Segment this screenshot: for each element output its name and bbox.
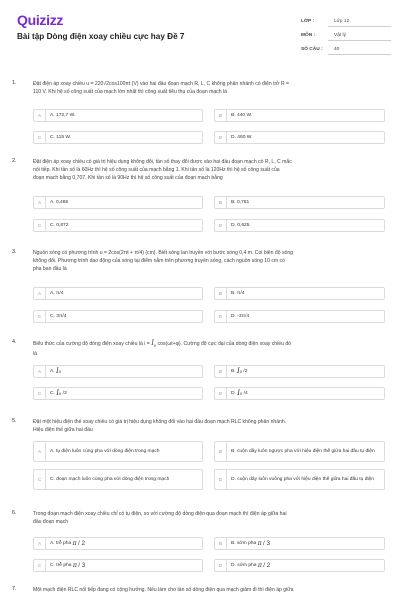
meta-label: SỐ CÂU : — [301, 46, 323, 52]
option-suffix: /2 — [243, 369, 248, 374]
option-letter: A — [34, 538, 46, 549]
option-letter: A — [34, 288, 46, 299]
option-d[interactable] — [214, 387, 385, 400]
option-letter: A — [34, 110, 46, 121]
option-text — [231, 560, 380, 571]
question-line: không đổi. Phương trình dao động của sóng tại điểm nằm trên phương truyền sóng, cách nguồn sóng 10 cm có — [33, 258, 285, 265]
option-c[interactable] — [33, 219, 203, 232]
question-number: 3. — [12, 249, 17, 255]
option-c[interactable] — [33, 559, 203, 572]
question-line — [33, 339, 385, 350]
current-symbol: I — [55, 367, 59, 375]
option-text — [231, 538, 380, 549]
question-line: Một mạch điện RLC nối tiếp đang có cộng hưởng. Nếu làm cho tần số dòng điện qua mạch giảm đi thì điện áp giữa — [33, 587, 294, 593]
option-text: A. π/4 — [50, 291, 64, 296]
meta-label: MÔN : — [301, 32, 316, 38]
pi-symbol: π — [72, 562, 77, 569]
question-line: Đặt điện áp xoay chiều có giá trị hiệu dụng không đổi, tần số thay đổi được vào hai đầu đoạn mạch có R, L, C mắc — [33, 159, 292, 165]
option-letter: C — [34, 470, 46, 489]
option-suffix: /4 — [243, 391, 248, 396]
option-text — [50, 366, 198, 377]
question-line: Đặt điện áp xoay chiều u = 220√2cos100πt (V) vào hai đầu đoạn mạch R, L, C không phân nhánh có điện trở R = — [33, 81, 290, 87]
question-number: 5. — [12, 418, 17, 424]
option-d[interactable] — [214, 469, 385, 490]
question-line: Nguồn sóng có phương trình u = 2cos(2πt + π/4) (cm). Biết sóng lan truyền với bước sóng 0,4 m. Coi biên độ sóng — [33, 250, 294, 256]
option-prefix: A. trễ pha — [50, 541, 72, 546]
current-symbol: I — [56, 389, 60, 397]
option-letter: D — [215, 220, 227, 231]
current-subscript: 0 — [58, 369, 61, 374]
meta-row-question-count — [301, 42, 391, 56]
option-letter: B — [215, 442, 227, 461]
current-symbol: I — [237, 389, 241, 397]
question-line: là — [33, 351, 37, 358]
option-prefix: D. sớm pha — [231, 563, 257, 568]
option-letter: D — [215, 470, 227, 489]
question-text — [33, 586, 385, 594]
option-text: B. π/4 — [231, 291, 245, 296]
option-letter: A — [34, 442, 46, 461]
option-d[interactable] — [214, 131, 385, 144]
option-text: C. 3π/4 — [50, 314, 67, 319]
question-number: 6. — [12, 510, 17, 516]
worksheet-title: Bài tập Dòng điện xoay chiều cực hay Đề 7 — [17, 32, 185, 41]
question-number: 2. — [12, 158, 17, 164]
option-text: D. 460 W. — [231, 135, 253, 140]
question-line: 110 V. Khi hệ số công suất của mạch lớn nhất thì công suất tiêu thụ của đoạn mạch là — [33, 89, 227, 96]
question-line: Trong đoạn mạch điện xoay chiều chỉ có tụ điện, so với cường độ dòng điện qua đoạn mạch thì điện áp giữa hai — [33, 511, 287, 517]
option-letter: A — [34, 366, 46, 377]
option-letter: A — [34, 197, 46, 208]
question-line: pha ban đầu là — [33, 266, 67, 273]
current-symbol: I — [236, 367, 240, 375]
question-line: đoạn mạch bằng 0,707. Khi tần số là 90Hz thì hệ số công suất của đoạn mạch bằng — [33, 175, 223, 182]
option-text: D. -3π/4 — [231, 314, 250, 319]
option-letter: C — [34, 560, 46, 571]
option-text: A. tụ điện luôn cùng pha với dòng điện trong mạch — [50, 449, 160, 454]
option-letter: B — [215, 288, 227, 299]
option-prefix: A. — [50, 369, 55, 374]
option-suffix: / 3 — [263, 540, 270, 547]
option-text: D. 0,625 — [231, 223, 250, 228]
option-text: A. 172,7 W. — [50, 113, 76, 118]
option-c[interactable] — [33, 469, 203, 490]
meta-row-class — [301, 14, 391, 28]
option-a[interactable] — [33, 109, 203, 122]
worksheet-meta — [301, 14, 391, 56]
option-letter: C — [34, 132, 46, 143]
option-letter: B — [215, 110, 227, 121]
question-text — [33, 510, 385, 526]
option-b[interactable] — [214, 441, 385, 462]
question-line: Đặt một hiệu điện thế xoay chiều có giá trị hiệu dụng không đổi vào hai đầu đoạn mạch RLC không phân nhánh. — [33, 419, 287, 425]
quizizz-logo: Quizizz — [17, 12, 64, 28]
meta-row-subject — [301, 28, 391, 42]
question-line: đầu đoạn mạch — [33, 519, 69, 526]
option-prefix: C. — [50, 391, 55, 396]
option-letter: D — [215, 311, 227, 322]
question-line: nối tiếp. Khi tần số là 60Hz thì hệ số công suất của mạch bằng 1. Khi tần số là 120Hz thì hệ số công suất của — [33, 167, 280, 174]
question-line: Hiệu điện thế giữa hai đầu — [33, 427, 93, 434]
current-subscript: 0 — [239, 369, 242, 374]
option-prefix: D. — [231, 391, 236, 396]
pi-symbol: π — [72, 540, 77, 547]
option-prefix: B. — [231, 369, 236, 374]
option-letter: D — [215, 560, 227, 571]
option-letter: C — [34, 311, 46, 322]
option-text: C. 115 W. — [50, 135, 72, 140]
option-a[interactable] — [33, 196, 203, 209]
option-text: D. cuộn dây luôn vuông pha với hiệu điện thế giữa hai đầu tụ điện — [231, 477, 374, 482]
option-a[interactable] — [33, 441, 203, 462]
option-text: B. cuộn dây luôn ngược pha với hiệu điện thế giữa hai đầu tụ điện — [231, 449, 375, 454]
question-text-part: Biểu thức của cường độ dòng điện xoay chiều là i = — [33, 341, 150, 347]
option-text: C. 0,872 — [50, 223, 69, 228]
option-b[interactable] — [214, 537, 385, 550]
option-letter: B — [215, 538, 227, 549]
option-text: A. 0,486 — [50, 200, 69, 205]
question-number: 7. — [12, 586, 17, 592]
option-suffix: / 3 — [78, 562, 86, 569]
pi-symbol: π — [257, 540, 262, 547]
option-text — [50, 538, 198, 549]
option-text — [231, 366, 380, 377]
option-text: B. 0,781 — [231, 200, 250, 205]
option-text: C. đoạn mạch luôn cùng pha với dòng điện trong mạch — [50, 477, 170, 482]
option-text — [50, 560, 198, 571]
question-text — [33, 80, 385, 96]
option-letter: D — [215, 388, 227, 399]
option-c[interactable] — [33, 131, 203, 144]
meta-value: Vật lý — [328, 30, 391, 41]
option-a[interactable] — [33, 537, 203, 550]
question-text — [33, 249, 385, 273]
option-d[interactable] — [214, 219, 385, 232]
current-subscript: 0 — [240, 391, 243, 396]
option-b[interactable] — [214, 287, 385, 300]
option-suffix: / 2 — [78, 540, 85, 547]
meta-label: LỚP : — [301, 18, 315, 24]
question-number: 1. — [12, 80, 17, 86]
option-letter: D — [215, 132, 227, 143]
option-b[interactable] — [214, 109, 385, 122]
pi-symbol: π — [257, 562, 262, 569]
option-letter: C — [34, 388, 46, 399]
option-letter: B — [215, 366, 227, 377]
option-text — [50, 388, 198, 399]
option-d[interactable] — [214, 310, 385, 323]
question-text-part: cos(ωt+φ). Cường độ cực đại của dòng điện xoay chiều đó — [157, 341, 292, 347]
option-a[interactable] — [33, 365, 203, 378]
option-c[interactable] — [33, 310, 203, 323]
meta-value: Lớp 12 — [328, 16, 391, 27]
current-subscript: 0 — [153, 343, 157, 349]
meta-value: 40 — [328, 44, 391, 55]
worksheet-header — [0, 0, 400, 66]
option-c[interactable] — [33, 387, 203, 400]
question-text — [33, 418, 385, 434]
option-letter: B — [215, 197, 227, 208]
option-b[interactable] — [214, 196, 385, 209]
current-symbol: I — [151, 339, 154, 347]
current-subscript: 0 — [59, 391, 62, 396]
option-b[interactable] — [214, 365, 385, 378]
option-a[interactable] — [33, 287, 203, 300]
question-text — [33, 158, 385, 182]
option-suffix: /3 — [62, 391, 67, 396]
question-number: 4. — [12, 339, 17, 345]
option-prefix: C. trễ pha — [50, 563, 72, 568]
option-text — [231, 388, 380, 399]
option-suffix: / 2 — [263, 562, 271, 569]
option-letter: C — [34, 220, 46, 231]
option-text: B. 440 W. — [231, 113, 253, 118]
option-d[interactable] — [214, 559, 385, 572]
question-text — [33, 339, 385, 358]
option-prefix: B. sớm pha — [231, 541, 257, 546]
